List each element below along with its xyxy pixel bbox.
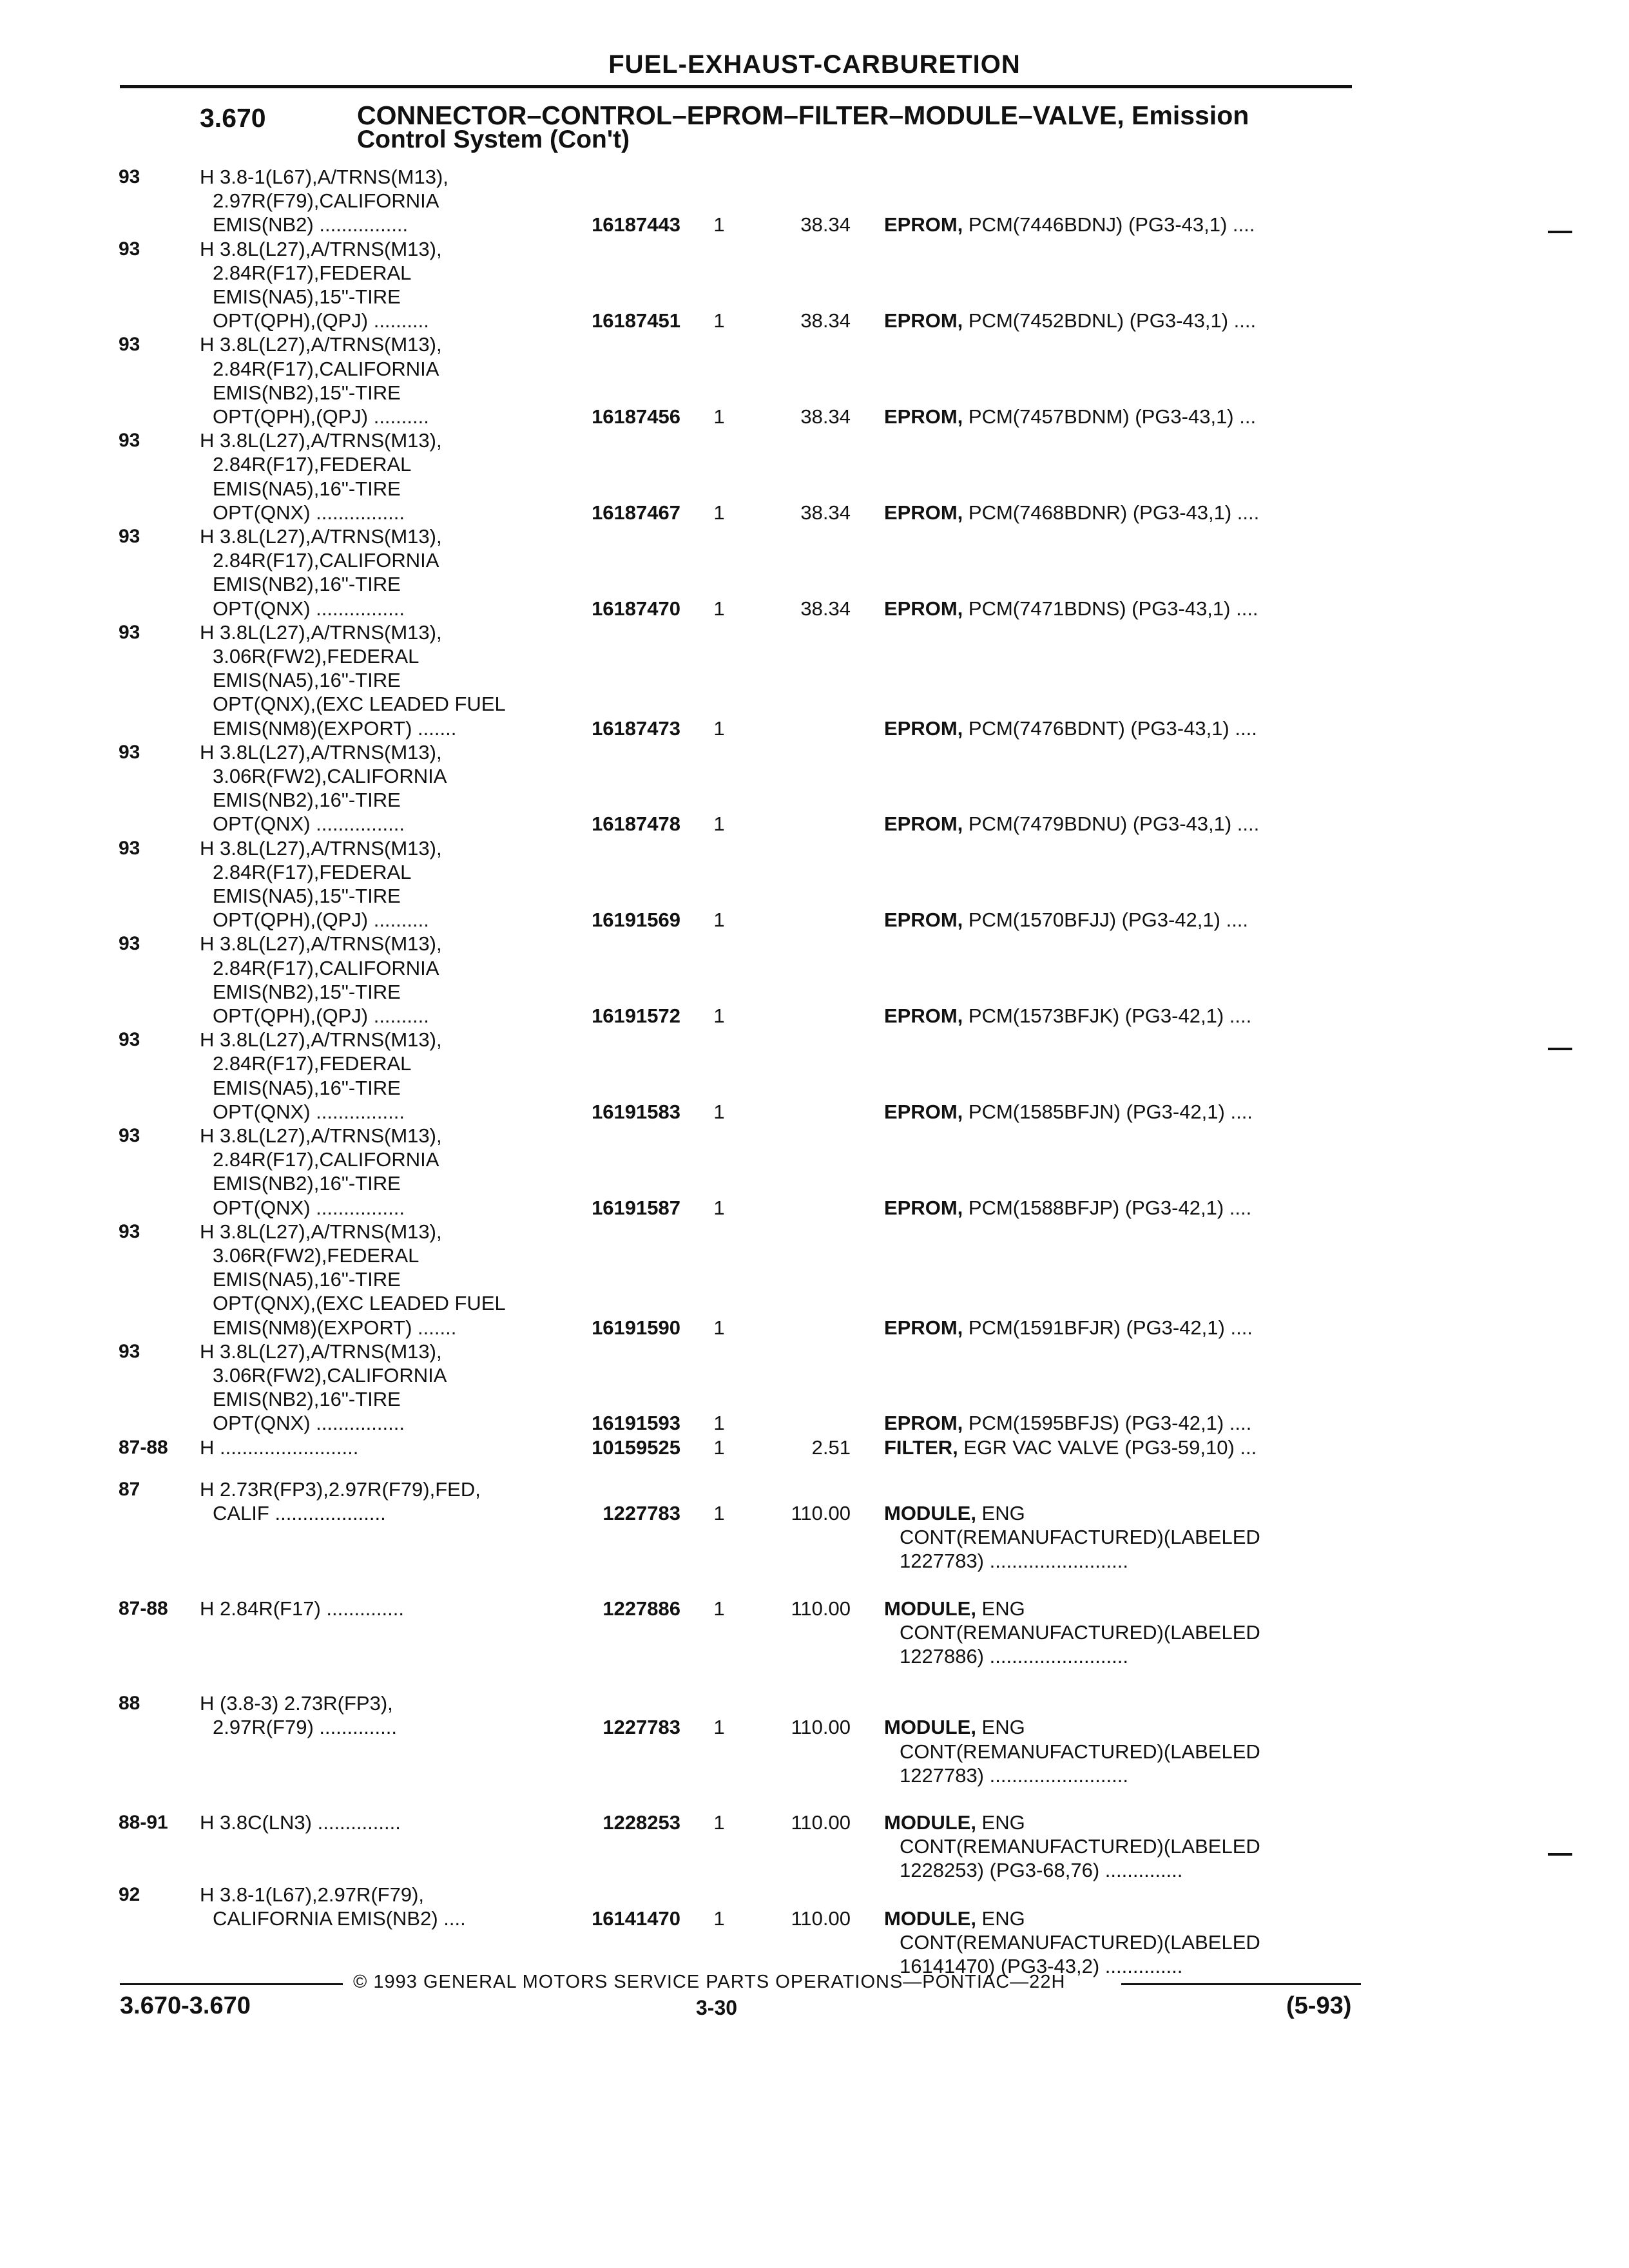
entry-part-keyword: MODULE,: [884, 1716, 976, 1739]
entry-description-line: OPT(QPH),(QPJ) ..........: [213, 309, 429, 332]
entry-price: 110.00: [791, 1907, 851, 1930]
entry-description-line: CALIFORNIA EMIS(NB2) ....: [213, 1907, 466, 1930]
margin-tick-mark: [1548, 1048, 1572, 1050]
entry-part-keyword: EPROM,: [884, 501, 963, 524]
entry-description-line: H 3.8L(L27),A/TRNS(M13),: [200, 525, 442, 548]
entry-description-line: OPT(QNX) ................: [213, 501, 405, 524]
entry-description-line: H 3.8L(L27),A/TRNS(M13),: [200, 932, 442, 956]
entry-description-line: H 3.8L(L27),A/TRNS(M13),: [200, 1028, 442, 1052]
entry-part-number: 16187470: [592, 597, 680, 620]
entry-description-line: H 3.8L(L27),A/TRNS(M13),: [200, 1124, 442, 1147]
entry-quantity: 1: [713, 1502, 725, 1524]
entry-quantity: 1: [713, 716, 725, 740]
entry-part-keyword: MODULE,: [884, 1597, 976, 1620]
entry-part-detail: PCM(7457BDNM) (PG3-43,1) ...: [963, 405, 1257, 428]
entry-quantity: 1: [713, 597, 725, 620]
entry-part-detail-line: 16141470) (PG3-43,2) ..............: [900, 1955, 1183, 1978]
entry-part-detail: PCM(1591BFJR) (PG3-42,1) ....: [963, 1316, 1253, 1339]
entry-price: 38.34: [800, 405, 851, 428]
entry-year: 93: [119, 430, 140, 452]
entry-part-detail: ENG: [976, 1502, 1025, 1524]
entry-price: 38.34: [800, 501, 851, 524]
entry-part-description: [884, 1004, 1251, 1028]
entry-description-line: EMIS(NB2),16"-TIRE: [213, 1172, 401, 1195]
entry-description-line: 2.84R(F17),CALIFORNIA: [213, 549, 439, 572]
entry-description-line: H 3.8-1(L67),A/TRNS(M13),: [200, 166, 448, 188]
margin-tick-mark: [1548, 1853, 1572, 1856]
entry-quantity: 1: [713, 309, 725, 332]
entry-year: 87: [119, 1478, 140, 1500]
entry-description-line: H 3.8L(L27),A/TRNS(M13),: [200, 429, 442, 452]
entry-year: 87-88: [119, 1436, 168, 1458]
entry-part-detail-line: CONT(REMANUFACTURED)(LABELED: [900, 1620, 1260, 1644]
footer-copyright: © 1993 GENERAL MOTORS SERVICE PARTS OPERATIONS—PONTIAC—22H: [353, 1972, 1066, 1992]
entry-part-keyword: FILTER,: [884, 1436, 958, 1459]
entry-description-line: 2.84R(F17),FEDERAL: [213, 261, 412, 284]
entry-part-detail-line: CONT(REMANUFACTURED)(LABELED: [900, 1931, 1260, 1954]
entry-description-line: 2.97R(F79),CALIFORNIA: [213, 189, 439, 213]
entry-part-number: 16191590: [592, 1316, 680, 1339]
entry-description-line: H (3.8-3) 2.73R(FP3),: [200, 1692, 393, 1715]
entry-description-line: H 3.8L(L27),A/TRNS(M13),: [200, 237, 442, 260]
entry-price: 38.34: [800, 309, 851, 332]
entry-part-detail: PCM(7452BDNL) (PG3-43,1) ....: [963, 309, 1257, 332]
entry-description-line: EMIS(NB2),16"-TIRE: [213, 789, 401, 812]
entry-part-detail: EGR VAC VALVE (PG3-59,10) ...: [958, 1436, 1257, 1459]
entry-quantity: 1: [713, 812, 725, 836]
entry-part-number: 16187478: [592, 812, 680, 836]
entry-part-keyword: EPROM,: [884, 597, 963, 620]
entry-part-detail: PCM(7468BDNR) (PG3-43,1) ....: [963, 501, 1260, 524]
entry-description-line: OPT(QNX),(EXC LEADED FUEL: [213, 1292, 506, 1315]
entry-part-number: 1227886: [602, 1597, 680, 1620]
entry-description-line: H 3.8C(LN3) ...............: [200, 1811, 401, 1834]
entry-part-description: [884, 1100, 1253, 1124]
section-number: 3.670: [200, 103, 266, 133]
page-header-title: FUEL-EXHAUST-CARBURETION: [608, 50, 1021, 79]
entry-quantity: 1: [713, 1004, 725, 1027]
entry-description-line: H 3.8L(L27),A/TRNS(M13),: [200, 1340, 442, 1363]
entry-part-keyword: EPROM,: [884, 1412, 963, 1435]
entry-description-line: 2.84R(F17),FEDERAL: [213, 1052, 412, 1075]
entry-year: 88-91: [119, 1812, 168, 1833]
entry-part-detail-line: CONT(REMANUFACTURED)(LABELED: [900, 1835, 1260, 1858]
entry-description-line: 2.84R(F17),CALIFORNIA: [213, 357, 439, 380]
entry-quantity: 1: [713, 501, 725, 524]
entry-part-number: 16191572: [592, 1004, 680, 1027]
entry-part-description: [884, 501, 1259, 524]
entry-description-line: CALIF ....................: [213, 1502, 386, 1524]
entry-part-description: [884, 1436, 1257, 1459]
entry-year: 93: [119, 741, 140, 763]
entry-part-description: [884, 213, 1255, 236]
entry-price: 2.51: [811, 1436, 851, 1459]
entry-part-detail: PCM(1570BFJJ) (PG3-42,1) ....: [963, 908, 1249, 932]
entry-part-detail: PCM(7471BDNS) (PG3-43,1) ....: [963, 597, 1258, 620]
entry-year: 93: [119, 526, 140, 547]
entry-price: 110.00: [791, 1597, 851, 1620]
entry-description-line: H 3.8L(L27),A/TRNS(M13),: [200, 836, 442, 860]
entry-description-line: H 2.73R(FP3),2.97R(F79),FED,: [200, 1477, 481, 1501]
entry-description-line: 2.97R(F79) ..............: [213, 1716, 397, 1739]
entry-description-line: EMIS(NM8)(EXPORT) .......: [213, 1316, 457, 1339]
entry-quantity: 1: [713, 1100, 725, 1123]
entry-description-line: EMIS(NA5),15"-TIRE: [213, 285, 401, 308]
footer-rule-left: [120, 1983, 343, 1985]
entry-part-number: 1227783: [602, 1716, 680, 1739]
entry-part-number: 16187473: [592, 716, 680, 740]
entry-price: 110.00: [791, 1502, 851, 1524]
entry-part-detail: PCM(1585BFJN) (PG3-42,1) ....: [963, 1100, 1253, 1123]
entry-year: 93: [119, 837, 140, 859]
entry-description-line: OPT(QPH),(QPJ) ..........: [213, 1004, 429, 1027]
entry-part-keyword: EPROM,: [884, 1196, 963, 1219]
entry-part-description: [884, 908, 1248, 932]
entry-description-line: OPT(QNX) ................: [213, 1412, 405, 1435]
entry-description-line: 3.06R(FW2),CALIFORNIA: [213, 765, 447, 787]
entry-year: 93: [119, 1125, 140, 1146]
entry-part-keyword: MODULE,: [884, 1502, 976, 1524]
entry-part-description: [884, 1196, 1251, 1220]
entry-part-description: [884, 405, 1256, 428]
section-title-line-1: CONNECTOR–CONTROL–EPROM–FILTER–MODULE–VALVE, Emission: [357, 101, 1249, 130]
section-title-line-2: Control System (Con't): [357, 126, 630, 153]
entry-part-keyword: EPROM,: [884, 716, 963, 740]
entry-description-line: 2.84R(F17),FEDERAL: [213, 453, 412, 476]
entry-part-description: [884, 812, 1259, 836]
entry-description-line: EMIS(NA5),15"-TIRE: [213, 885, 401, 907]
entry-year: 93: [119, 1340, 140, 1362]
entry-description-line: H 2.84R(F17) ..............: [200, 1597, 404, 1620]
entry-quantity: 1: [713, 213, 725, 236]
entry-price: 38.34: [800, 597, 851, 620]
entry-quantity: 1: [713, 1811, 725, 1834]
entry-part-number: 16187456: [592, 405, 680, 428]
entry-part-description: [884, 597, 1258, 620]
entry-quantity: 1: [713, 1196, 725, 1219]
entry-part-description: [884, 1715, 1025, 1739]
entry-year: 88: [119, 1693, 140, 1715]
entry-quantity: 1: [713, 1316, 725, 1339]
entry-part-detail-line: 1227783) .........................: [900, 1550, 1128, 1573]
entry-description-line: OPT(QNX) ................: [213, 1196, 405, 1219]
entry-description-line: EMIS(NA5),16"-TIRE: [213, 477, 401, 500]
entry-description-line: EMIS(NB2) ................: [213, 213, 409, 236]
entry-price: 38.34: [800, 213, 851, 236]
entry-part-description: [884, 1501, 1025, 1525]
entry-part-detail: PCM(7479BDNU) (PG3-43,1) ....: [963, 812, 1260, 836]
entry-description-line: 2.84R(F17),CALIFORNIA: [213, 956, 439, 979]
entry-part-keyword: EPROM,: [884, 1004, 963, 1027]
entry-year: 93: [119, 1029, 140, 1051]
entry-year: 93: [119, 1220, 140, 1242]
entry-description-line: 3.06R(FW2),FEDERAL: [213, 1244, 419, 1267]
entry-part-description: [884, 1811, 1025, 1834]
entry-part-keyword: EPROM,: [884, 213, 963, 236]
entry-description-line: EMIS(NB2),15"-TIRE: [213, 381, 401, 404]
entry-part-number: 16141470: [592, 1907, 680, 1930]
entry-description-line: EMIS(NA5),16"-TIRE: [213, 669, 401, 692]
entry-description-line: OPT(QPH),(QPJ) ..........: [213, 405, 429, 428]
entry-part-detail: ENG: [976, 1716, 1025, 1739]
footer-revision-date: (5-93): [1286, 1992, 1352, 2019]
section-title: [357, 103, 1362, 152]
entry-part-keyword: EPROM,: [884, 812, 963, 836]
entry-year: 93: [119, 621, 140, 643]
entry-part-number: 1227783: [602, 1502, 680, 1524]
entry-description-line: EMIS(NB2),16"-TIRE: [213, 573, 401, 596]
entry-price: 110.00: [791, 1716, 851, 1739]
entry-description-line: 3.06R(FW2),FEDERAL: [213, 645, 419, 668]
entry-description-line: H 3.8-1(L67),2.97R(F79),: [200, 1883, 425, 1906]
entry-part-description: [884, 1907, 1025, 1930]
entry-part-keyword: EPROM,: [884, 405, 963, 428]
entry-part-keyword: MODULE,: [884, 1811, 976, 1834]
entry-description-line: EMIS(NA5),16"-TIRE: [213, 1268, 401, 1291]
footer-page-number: 3-30: [696, 1996, 738, 2019]
entry-part-detail: PCM(7446BDNJ) (PG3-43,1) ....: [963, 213, 1255, 236]
entry-part-detail-line: 1227886) .........................: [900, 1645, 1128, 1667]
entry-description-line: H 3.8L(L27),A/TRNS(M13),: [200, 1220, 442, 1243]
entry-part-keyword: EPROM,: [884, 908, 963, 932]
entry-description-line: H 3.8L(L27),A/TRNS(M13),: [200, 333, 442, 356]
entry-description-line: EMIS(NA5),16"-TIRE: [213, 1076, 401, 1099]
entry-description-line: 3.06R(FW2),CALIFORNIA: [213, 1364, 447, 1387]
entry-description-line: OPT(QNX) ................: [213, 1100, 405, 1123]
entry-part-number: 16191569: [592, 908, 680, 932]
entry-part-detail: PCM(1588BFJP) (PG3-42,1) ....: [963, 1196, 1252, 1219]
entry-part-detail-line: 1227783) .........................: [900, 1763, 1128, 1787]
entry-part-number: 16187443: [592, 213, 680, 236]
entry-part-description: [884, 716, 1257, 740]
entry-part-description: [884, 309, 1256, 332]
entry-part-number: 16191593: [592, 1412, 680, 1435]
entry-part-keyword: EPROM,: [884, 1100, 963, 1123]
entry-quantity: 1: [713, 1597, 725, 1620]
entry-description-line: H 3.8L(L27),A/TRNS(M13),: [200, 740, 442, 764]
entry-part-number: 10159525: [592, 1436, 680, 1459]
entry-part-detail-line: CONT(REMANUFACTURED)(LABELED: [900, 1740, 1260, 1763]
entry-quantity: 1: [713, 1907, 725, 1930]
entry-part-detail-line: 1228253) (PG3-68,76) ..............: [900, 1859, 1183, 1882]
entry-description-line: EMIS(NB2),16"-TIRE: [213, 1388, 401, 1411]
entry-description-line: 2.84R(F17),CALIFORNIA: [213, 1148, 439, 1171]
entry-description-line: OPT(QPH),(QPJ) ..........: [213, 908, 429, 932]
entry-part-detail: ENG: [976, 1811, 1025, 1834]
entry-part-detail: PCM(7476BDNT) (PG3-43,1) ....: [963, 716, 1257, 740]
entry-part-number: 16191587: [592, 1196, 680, 1219]
entry-year: 93: [119, 334, 140, 356]
footer-rule-right: [1121, 1983, 1361, 1985]
entry-description-line: H 3.8L(L27),A/TRNS(M13),: [200, 620, 442, 644]
entry-description-line: OPT(QNX) ................: [213, 597, 405, 620]
entry-part-number: 16191583: [592, 1100, 680, 1123]
entry-part-number: 16187451: [592, 309, 680, 332]
entry-description-line: OPT(QNX),(EXC LEADED FUEL: [213, 693, 506, 716]
footer-section-range: 3.670-3.670: [120, 1992, 251, 2019]
entry-part-number: 1228253: [602, 1811, 680, 1834]
entry-part-keyword: EPROM,: [884, 309, 963, 332]
entry-description-line: 2.84R(F17),FEDERAL: [213, 860, 412, 883]
entry-quantity: 1: [713, 908, 725, 932]
entry-part-description: [884, 1411, 1251, 1435]
entry-part-detail: ENG: [976, 1597, 1025, 1620]
entry-price: 110.00: [791, 1811, 851, 1834]
entry-quantity: 1: [713, 1436, 725, 1459]
entry-part-number: 16187467: [592, 501, 680, 524]
entry-description-line: EMIS(NB2),15"-TIRE: [213, 980, 401, 1003]
entry-quantity: 1: [713, 1716, 725, 1739]
margin-tick-mark: [1548, 231, 1572, 233]
entry-part-detail: PCM(1595BFJS) (PG3-42,1) ....: [963, 1412, 1252, 1435]
entry-year: 93: [119, 933, 140, 955]
entry-year: 92: [119, 1883, 140, 1905]
header-rule: [120, 85, 1352, 88]
entry-part-keyword: EPROM,: [884, 1316, 963, 1339]
entry-part-description: [884, 1316, 1253, 1340]
entry-year: 93: [119, 166, 140, 187]
entry-description-line: H .........................: [200, 1436, 359, 1459]
entry-part-description: [884, 1597, 1025, 1620]
entry-description-line: OPT(QNX) ................: [213, 812, 405, 836]
entry-quantity: 1: [713, 405, 725, 428]
entry-part-detail: PCM(1573BFJK) (PG3-42,1) ....: [963, 1004, 1252, 1027]
entry-part-detail-line: CONT(REMANUFACTURED)(LABELED: [900, 1526, 1260, 1549]
entry-year: 87-88: [119, 1597, 168, 1619]
entry-part-keyword: MODULE,: [884, 1907, 976, 1930]
entry-description-line: EMIS(NM8)(EXPORT) .......: [213, 716, 457, 740]
entry-quantity: 1: [713, 1412, 725, 1435]
entry-part-detail: ENG: [976, 1907, 1025, 1930]
entry-year: 93: [119, 238, 140, 260]
